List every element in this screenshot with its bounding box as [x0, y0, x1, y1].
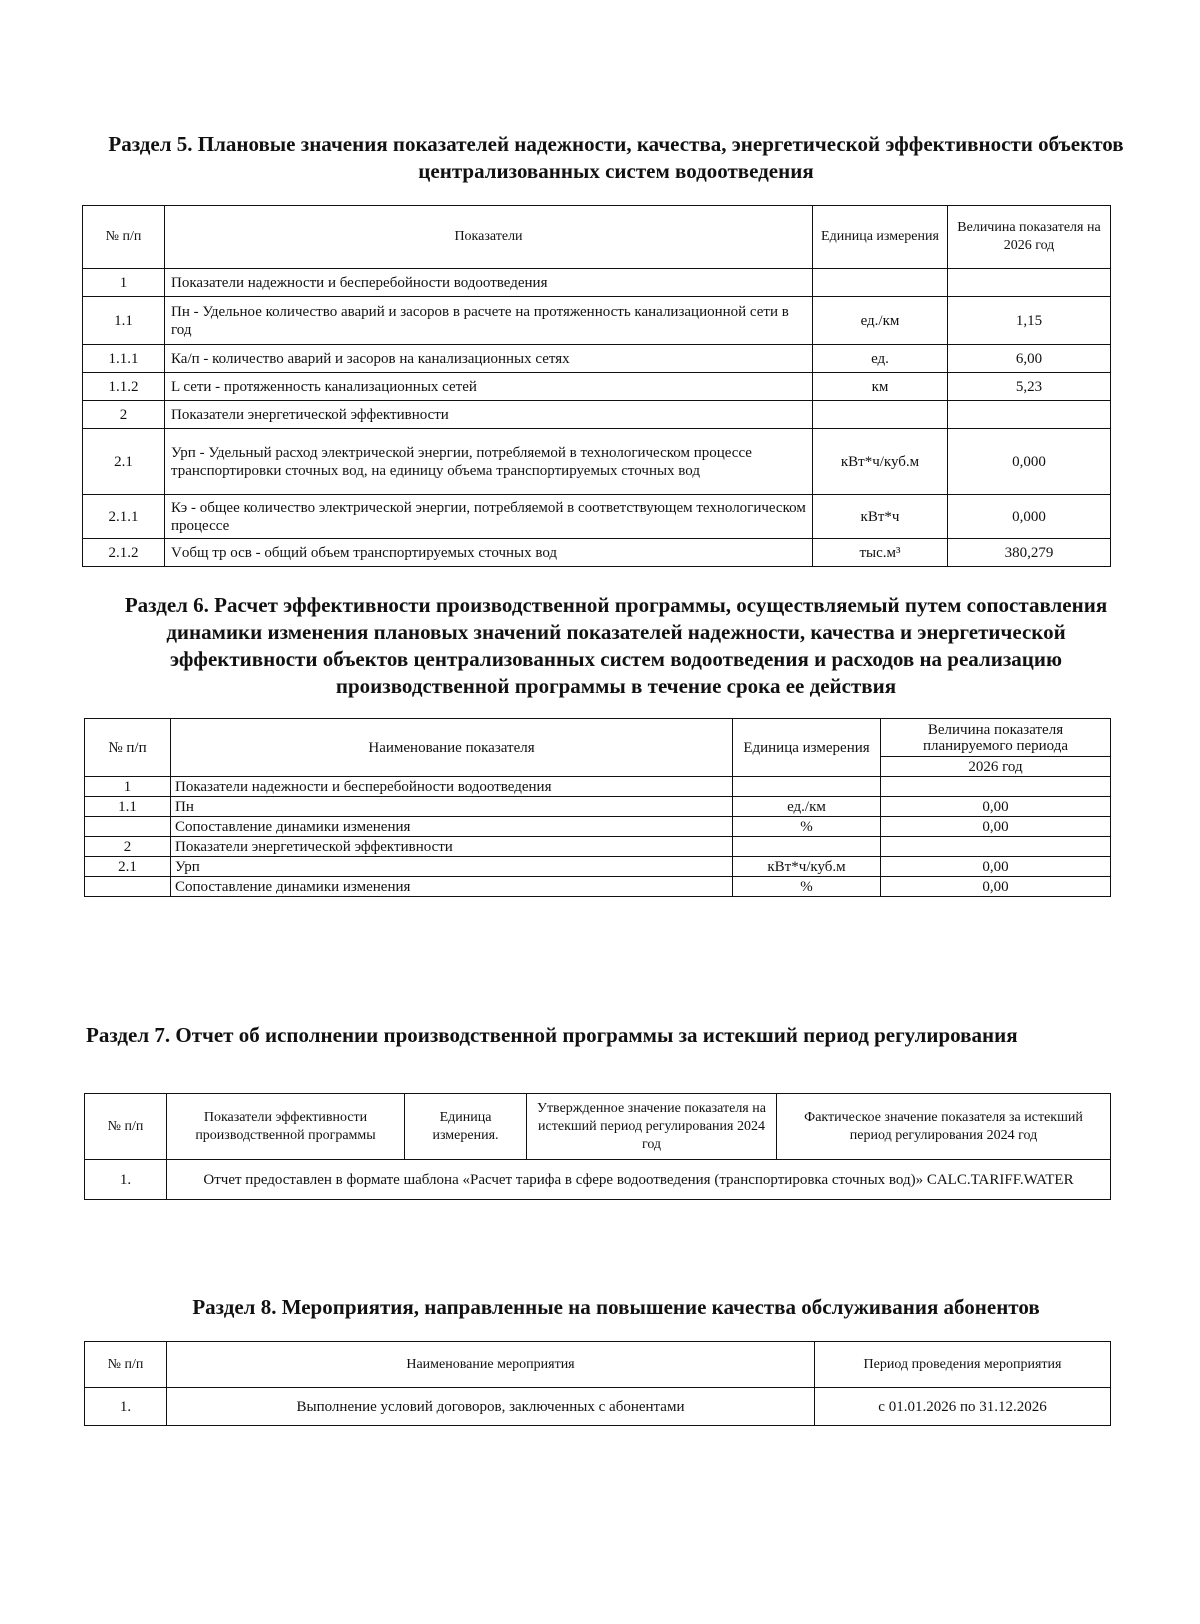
row-name: Пн [171, 797, 733, 817]
row-num: 1.1.1 [83, 345, 165, 373]
row-name: Урп - Удельный расход электрической энергии, потребляемой в технологическом процессе транспортировки сточных вод, на единицу объема транспортируемых сточных вод [165, 429, 813, 495]
row-name: Сопоставление динамики изменения [171, 817, 733, 837]
header-unit: Единица измерения [733, 719, 881, 777]
row-unit [733, 837, 881, 857]
row-unit: ед. [813, 345, 948, 373]
row-num [85, 817, 171, 837]
section6-table [84, 718, 1111, 897]
header-name: Наименование показателя [171, 719, 733, 777]
row-num: 2.1 [85, 857, 171, 877]
table-row [85, 797, 1111, 817]
table-row [85, 777, 1111, 797]
header-event: Наименование мероприятия [167, 1342, 815, 1388]
row-num: 1 [85, 777, 171, 797]
row-name: Vобщ тр осв - общий объем транспортируемых сточных вод [165, 539, 813, 567]
row-unit: % [733, 877, 881, 897]
row-value [948, 401, 1111, 429]
row-value: 1,15 [948, 297, 1111, 345]
row-num [85, 877, 171, 897]
row-unit: кВт*ч/куб.м [733, 857, 881, 877]
row-name: Показатели энергетической эффективности [165, 401, 813, 429]
row-num: 2.1 [83, 429, 165, 495]
section7-title: Раздел 7. Отчет об исполнении производственной программы за истекший период регулирования [86, 1023, 1018, 1047]
header-unit: Единица измерения. [405, 1094, 527, 1160]
table-row [85, 1160, 1111, 1200]
table-header [85, 1094, 1111, 1160]
row-value: 0,000 [948, 429, 1111, 495]
row-name: Сопоставление динамики изменения [171, 877, 733, 897]
row-name: Урп [171, 857, 733, 877]
table-row [83, 495, 1111, 539]
section8-table [84, 1341, 1111, 1426]
row-num: 1.1 [83, 297, 165, 345]
section6-title: Раздел 6. Расчет эффективности производственной программы, осуществляемый путем сопоставления динамики изменения плановых значений показателей надежности, качества и энергетической эффективности объектов централизованных систем водоотведения и расходов на реализацию производственной программы в течение срока ее действия [124, 593, 1108, 698]
row-value [881, 777, 1111, 797]
row-unit: ед./км [813, 297, 948, 345]
table-row [85, 1388, 1111, 1426]
row-num: 2.1.1 [83, 495, 165, 539]
row-unit: кВт*ч [813, 495, 948, 539]
row-value [881, 837, 1111, 857]
row-num: 1. [85, 1160, 167, 1200]
section5-table [82, 205, 1111, 567]
header-period: Период проведения мероприятия [815, 1342, 1111, 1388]
row-value: 0,00 [881, 817, 1111, 837]
table-row [83, 373, 1111, 401]
table-header [83, 206, 1111, 269]
row-value [948, 269, 1111, 297]
row-value: 0,00 [881, 797, 1111, 817]
table-row [85, 857, 1111, 877]
row-num: 2 [85, 837, 171, 857]
row-value: 380,279 [948, 539, 1111, 567]
row-value: 0,000 [948, 495, 1111, 539]
row-period: с 01.01.2026 по 31.12.2026 [815, 1388, 1111, 1426]
header-num: № п/п [83, 206, 165, 269]
row-unit [813, 269, 948, 297]
table-row [85, 817, 1111, 837]
row-unit [813, 401, 948, 429]
row-num: 1.1 [85, 797, 171, 817]
table-header [85, 719, 1111, 757]
report-note: Отчет предоставлен в формате шаблона «Расчет тарифа в сфере водоотведения (транспортировка сточных вод)» CALC.TARIFF.WATER [167, 1160, 1111, 1200]
section7-table [84, 1093, 1111, 1200]
section5-title: Раздел 5. Плановые значения показателей надежности, качества, энергетической эффективности объектов централизованных систем водоотведения [108, 132, 1124, 183]
header-actual: Фактическое значение показателя за истекший период регулирования 2024 год [777, 1094, 1111, 1160]
row-name: Показатели энергетической эффективности [171, 837, 733, 857]
row-value: 5,23 [948, 373, 1111, 401]
row-value: 0,00 [881, 857, 1111, 877]
row-name: Показатели надежности и бесперебойности водоотведения [171, 777, 733, 797]
row-name: Пн - Удельное количество аварий и засоров в расчете на протяженность канализационной сети в год [165, 297, 813, 345]
table-row [85, 877, 1111, 897]
header-value: Величина показателя планируемого периода [881, 719, 1111, 757]
row-unit: кВт*ч/куб.м [813, 429, 948, 495]
row-event: Выполнение условий договоров, заключенных с абонентами [167, 1388, 815, 1426]
header-num: № п/п [85, 1342, 167, 1388]
header-num: № п/п [85, 1094, 167, 1160]
table-header [85, 1342, 1111, 1388]
row-name: Показатели надежности и бесперебойности водоотведения [165, 269, 813, 297]
header-num: № п/п [85, 719, 171, 777]
row-value: 0,00 [881, 877, 1111, 897]
header-year: 2026 год [881, 757, 1111, 777]
table-row [83, 429, 1111, 495]
table-row [83, 345, 1111, 373]
row-unit: ед./км [733, 797, 881, 817]
section8-title: Раздел 8. Мероприятия, направленные на повышение качества обслуживания абонентов [192, 1295, 1040, 1319]
row-unit: тыс.м³ [813, 539, 948, 567]
table-row [83, 401, 1111, 429]
table-row [83, 297, 1111, 345]
header-value: Величина показателя на 2026 год [948, 206, 1111, 269]
row-num: 2.1.2 [83, 539, 165, 567]
table-row [83, 539, 1111, 567]
header-indicators: Показатели эффективности производственной программы [167, 1094, 405, 1160]
row-name: L сети - протяженность канализационных сетей [165, 373, 813, 401]
header-approved: Утвержденное значение показателя на истекший период регулирования 2024 год [527, 1094, 777, 1160]
row-value: 6,00 [948, 345, 1111, 373]
row-num: 1. [85, 1388, 167, 1426]
header-indicator: Показатели [165, 206, 813, 269]
row-num: 2 [83, 401, 165, 429]
table-row [83, 269, 1111, 297]
table-row [85, 837, 1111, 857]
row-unit [733, 777, 881, 797]
row-unit: км [813, 373, 948, 401]
row-num: 1 [83, 269, 165, 297]
row-name: Ка/п - количество аварий и засоров на канализационных сетях [165, 345, 813, 373]
row-num: 1.1.2 [83, 373, 165, 401]
row-unit: % [733, 817, 881, 837]
row-name: Кэ - общее количество электрической энергии, потребляемой в соответствующем технологическом процессе [165, 495, 813, 539]
header-unit: Единица измерения [813, 206, 948, 269]
